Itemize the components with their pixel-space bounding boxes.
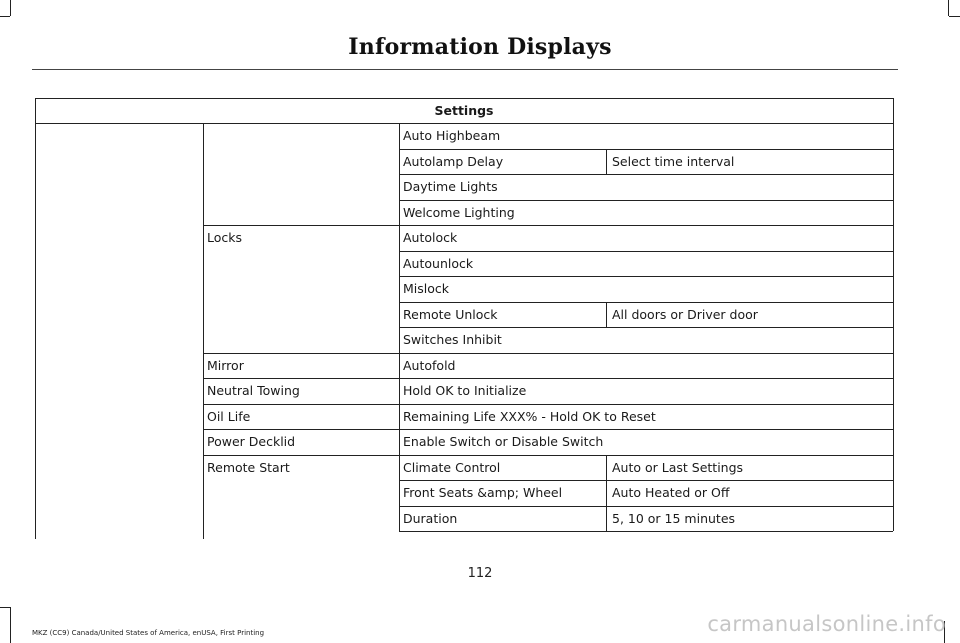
table-header-rule — [35, 123, 893, 124]
table-cell-option: 5, 10 or 15 minutes — [612, 510, 736, 526]
table-cell-category: Mirror — [207, 357, 244, 373]
table-row-rule — [203, 429, 893, 430]
table-row-rule — [203, 455, 893, 456]
table-cell-setting: Front Seats &amp; Wheel — [403, 485, 563, 500]
table-col-divider — [606, 149, 607, 175]
crop-mark — [0, 607, 10, 608]
table-col-divider — [606, 455, 607, 481]
table-row-rule — [399, 327, 893, 328]
table-row-rule — [399, 149, 893, 150]
table-cell-category: Power Decklid — [207, 434, 296, 449]
crop-mark — [10, 607, 11, 643]
crop-mark — [948, 0, 949, 16]
watermark: carmanualsonline.info — [707, 612, 946, 636]
table-cell-setting: Mislock — [403, 281, 450, 296]
page-title: Information Displays — [348, 34, 612, 60]
footer-text: MKZ (CC9) Canada/United States of America, enUSA, First Printing — [32, 629, 265, 637]
table-col-divider — [606, 302, 607, 328]
table-cell-setting: Duration — [403, 510, 458, 526]
table-row-rule — [399, 200, 893, 201]
table-row-rule — [203, 404, 893, 405]
table-border-right — [893, 98, 894, 531]
table-row-rule — [399, 174, 893, 175]
table-cell-category: Remote Start — [207, 459, 290, 475]
table-cell-setting: Climate Control — [403, 459, 501, 475]
crop-mark — [0, 16, 10, 17]
table-cell-option: Auto Heated or Off — [612, 485, 730, 500]
table-cell-setting: Autolock — [403, 230, 458, 245]
table-border-top — [35, 98, 893, 99]
table-cell-option: Select time interval — [612, 153, 735, 169]
table-header: Settings — [434, 103, 494, 118]
table-row-rule — [203, 353, 893, 354]
table-cell-setting: Hold OK to Initialize — [403, 383, 527, 398]
table-row-rule — [399, 506, 893, 507]
table-row-rule — [203, 378, 893, 379]
title-rule — [32, 69, 898, 70]
table-cell-setting: Switches Inhibit — [403, 332, 502, 347]
table-col-divider — [606, 480, 607, 506]
table-row-rule — [399, 480, 893, 481]
table-cell-setting: Enable Switch or Disable Switch — [403, 434, 604, 449]
crop-mark — [10, 0, 11, 16]
table-row-rule — [399, 276, 893, 277]
table-cell-setting: Welcome Lighting — [403, 204, 515, 220]
table-cell-category: Locks — [207, 230, 243, 245]
table-cell-setting: Autounlock — [403, 255, 474, 271]
crop-mark — [949, 16, 960, 17]
table-cell-option: All doors or Driver door — [612, 306, 758, 322]
table-row-rule — [203, 225, 893, 226]
table-cell-category: Neutral Towing — [207, 383, 300, 398]
table-cell-setting: Autolamp Delay — [403, 153, 504, 169]
table-col-divider — [203, 123, 204, 539]
table-cell-setting: Remote Unlock — [403, 306, 498, 322]
table-border-left — [35, 98, 36, 539]
table-col-divider — [606, 506, 607, 532]
table-cell-setting: Daytime Lights — [403, 179, 498, 194]
table-row-rule — [399, 302, 893, 303]
table-cell-setting: Remaining Life XXX% - Hold OK to Reset — [403, 408, 656, 424]
page-number: 112 — [467, 566, 493, 581]
table-cell-category: Oil Life — [207, 408, 251, 424]
table-cell-option: Auto or Last Settings — [612, 459, 744, 475]
table-row-rule — [399, 251, 893, 252]
table-cell-setting: Autofold — [403, 357, 456, 373]
table-cell-setting: Auto Highbeam — [403, 128, 501, 143]
table-row-rule — [399, 531, 893, 532]
settings-table — [35, 98, 893, 530]
